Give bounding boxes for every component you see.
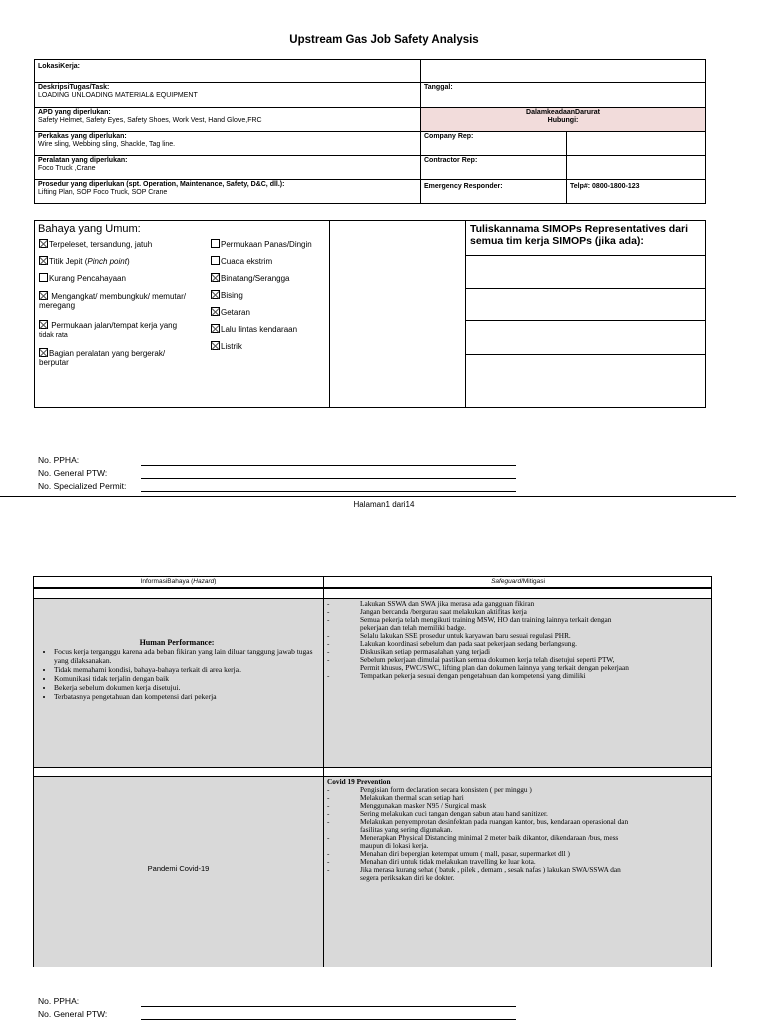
emergency-responder-label: Emergency Responder:	[424, 183, 503, 190]
ppha-label-2: No. PPHA:	[38, 996, 80, 1006]
human-performance-cell	[34, 638, 320, 701]
page-title: Upstream Gas Job Safety Analysis	[289, 34, 479, 46]
list-item: - Lakukan SSWA dan SWA jika merasa ada gangguan fikiran	[325, 600, 710, 608]
ppha-line-2[interactable]	[141, 1006, 516, 1007]
checkbox-checked-icon[interactable]	[211, 324, 220, 333]
checkbox-checked-icon[interactable]	[39, 348, 48, 357]
list-item: - Selalu lakukan SSE prosedur untuk karyawan baru sesuai regulasi PHR.	[325, 632, 710, 640]
list-item: - Melakukan thermal scan setiap hari	[325, 794, 710, 802]
hazard-column-header: InformasiBahaya (Hazard)	[140, 578, 217, 585]
hazards-panel	[35, 221, 330, 407]
hazards-table	[34, 220, 706, 408]
row-peralatan	[35, 156, 705, 180]
prosedur-value: Lifting Plan, SOP Foco Truck, SOP Crane	[38, 189, 168, 196]
list-item: - Pengisian form declaration secara konsisten ( per minggu )	[325, 786, 710, 794]
tanggal-label: Tanggal:	[424, 84, 453, 91]
peralatan-label: Peralatan yang diperlukan:	[38, 157, 128, 164]
specialized-permit-line[interactable]	[141, 491, 516, 492]
hazard-item[interactable]: Mengangkat/ membungkuk/ memutar/ meregang	[39, 292, 186, 310]
checkbox-checked-icon[interactable]	[211, 307, 220, 316]
checkbox-checked-icon[interactable]	[211, 290, 220, 299]
row-lokasi	[35, 60, 705, 83]
human-performance-title: Human Performance:	[139, 638, 215, 647]
hazard-item[interactable]: Lalu lintas kendaraan	[211, 324, 297, 334]
hazard-item[interactable]: Getaran	[211, 307, 250, 317]
general-ptw-line[interactable]	[141, 478, 516, 479]
deskripsi-value: LOADING UNLOADING MATERIAL& EQUIPMENT	[38, 92, 198, 99]
human-safeguard-list	[325, 600, 710, 680]
covid-title: Covid 19 Prevention	[327, 777, 391, 786]
prosedur-label: Prosedur yang diperlukan (spt. Operation, Maintenance, Safety, D&C, dll.):	[38, 181, 285, 188]
list-item: - Diskusikan setiap permasalahan yang terjadi	[325, 648, 710, 656]
table-header	[34, 577, 711, 588]
list-item: • Terbatasnya pengetahuan dan kompetensi dari pekerja	[54, 692, 320, 701]
list-item: • Komunikasi tidak terjalin dengan baik	[54, 674, 320, 683]
hazard-item[interactable]: Bagian peralatan yang bergerak/ berputar	[39, 349, 166, 367]
simops-title: Tuliskannama SIMOPs Representatives dari semua tim kerja SIMOPs (jika ada):	[470, 223, 689, 247]
apd-label: APD yang diperlukan:	[38, 109, 111, 116]
list-item: - Lakukan koordinasi sebelum dan pada saat pekerjaan sedang berlangsung.	[325, 640, 710, 648]
hazard-item[interactable]: Cuaca ekstrim	[211, 256, 272, 266]
hazard-item[interactable]: Binatang/Serangga	[211, 273, 290, 283]
row-deskripsi	[35, 83, 705, 108]
list-item-continuation: fasilitas yang sering digunakan.	[360, 825, 453, 834]
list-item: - Jika merasa kurang sehat ( batuk , pilek , demam , sesak nafas ) lakukan SWA/SSWA dan	[325, 866, 710, 874]
ppha-line[interactable]	[141, 465, 516, 466]
list-item: - Menahan diri untuk tidak melakukan travelling ke luar kota.	[325, 858, 710, 866]
lokasi-value-cell[interactable]	[421, 60, 705, 82]
emergency-line1: DalamkeadaanDarurat	[526, 109, 600, 116]
checkbox-empty-icon[interactable]	[211, 239, 220, 248]
covid-hazard-label: Pandemi Covid-19	[147, 864, 210, 873]
hazard-item[interactable]: Listrik	[211, 341, 242, 351]
telp-number: Telp#: 0800-1800-123	[570, 183, 640, 190]
page-divider	[0, 496, 736, 497]
list-item: - Sering melakukan cuci tangan dengan sabun atau hand sanitizer.	[325, 810, 710, 818]
lokasi-label: LokasiKerja:	[38, 63, 81, 70]
list-item-continuation: segera periksakan diri ke dokter.	[360, 873, 455, 882]
general-ptw-label: No. General PTW:	[38, 468, 108, 478]
specialized-permit-label: No. Specialized Permit:	[38, 481, 127, 491]
simops-entry-row[interactable]	[466, 288, 705, 321]
simops-entry-row[interactable]	[466, 255, 705, 289]
apd-value: Safety Helmet, Safety Eyes, Safety Shoes, Work Vest, Hand Glove,FRC	[38, 117, 262, 124]
hazard-item[interactable]: Kurang Pencahayaan	[39, 273, 126, 283]
row-prosedur	[35, 180, 705, 203]
checkbox-checked-icon[interactable]	[39, 320, 48, 329]
emergency-line2: Hubungi:	[547, 117, 579, 124]
list-item: - Semua pekerja telah mengikuti training MSW, HO dan training lainnya terkait dengan	[325, 616, 710, 624]
list-item: - Menggunakan masker N95 / Surgical mask	[325, 802, 710, 810]
hazard-item[interactable]: Permukaan jalan/tempat kerja yang tidak rata	[39, 321, 178, 339]
covid-safeguard-list	[325, 778, 710, 882]
checkbox-checked-icon[interactable]	[211, 341, 220, 350]
checkbox-checked-icon[interactable]	[211, 273, 220, 282]
page-number: Halaman1 dari14	[353, 500, 415, 509]
hazard-item[interactable]: Permukaan Panas/Dingin	[211, 239, 312, 249]
checkbox-empty-icon[interactable]	[211, 256, 220, 265]
list-item-continuation: maupun di lokasi kerja.	[360, 841, 429, 850]
human-hazard-list	[34, 647, 320, 701]
perkakas-value: Wire sling, Webbing sling, Shackle, Tag line.	[38, 141, 176, 148]
safeguard-column-header: Safeguard/Mitigasi	[491, 578, 545, 585]
peralatan-value: Foco Truck ,Crane	[38, 165, 96, 172]
company-rep-value[interactable]	[567, 132, 705, 155]
contractor-rep-value[interactable]	[567, 156, 705, 179]
list-item: - Tempatkan pekerja sesuai dengan pengetahuan dan kompetensi yang dimiliki	[325, 672, 710, 680]
deskripsi-label: DeskripsiTugas/Task:	[38, 84, 110, 91]
row-apd	[35, 108, 705, 132]
checkbox-checked-icon[interactable]	[39, 256, 48, 265]
list-item: • Focus kerja terganggu karena ada beban fikiran yang lain diluar tanggung jawab tugas yang dilaksanakan.	[54, 647, 320, 665]
list-item-continuation: pekerjaan dan telah memiliki badge.	[360, 623, 466, 632]
simops-entry-row[interactable]	[466, 320, 705, 355]
list-item: - Menahan diri bepergian ketempat umum ( mall, pasar, supermarket dll )	[325, 850, 710, 858]
hazard-item[interactable]: Titik Jepit (Pinch point)	[39, 256, 130, 266]
company-rep-label: Company Rep:	[424, 133, 474, 140]
general-ptw-label-2: No. General PTW:	[38, 1009, 108, 1019]
hazard-item[interactable]: Bising	[211, 290, 243, 300]
checkbox-checked-icon[interactable]	[39, 239, 48, 248]
list-item-continuation: Permit khusus, PWC/SWC, lifting plan dan dokumen lainnya yang terkait dengan pekerjaan	[360, 663, 629, 672]
simops-panel	[465, 221, 705, 407]
list-item: - Menerapkan Physical Distancing minimal 2 meter baik dikantor, dikendaraan /bus, mess	[325, 834, 710, 842]
job-info-table	[34, 59, 706, 204]
simops-entry-row[interactable]	[466, 354, 705, 409]
row-perkakas	[35, 132, 705, 156]
list-item: - Jangan bercanda /bergurau saat melakukan aktifitas kerja	[325, 608, 710, 616]
checkbox-checked-icon[interactable]	[39, 291, 48, 300]
general-ptw-line-2[interactable]	[141, 1019, 516, 1020]
list-item: • Bekerja sebelum dokumen kerja disetujui.	[54, 683, 320, 692]
hazard-item[interactable]: Terpeleset, tersandung, jatuh	[39, 239, 152, 249]
hazards-title: Bahaya yang Umum:	[38, 223, 141, 235]
ppha-label: No. PPHA:	[38, 455, 80, 465]
list-item: - Melakukan penyemprotan desinfektan pada ruangan kantor, bus, kendaraan operasional dan	[325, 818, 710, 826]
contractor-rep-label: Contractor Rep:	[424, 157, 478, 164]
list-item: • Tidak memahami kondisi, bahaya-bahaya terkait di area kerja.	[54, 665, 320, 674]
checkbox-empty-icon[interactable]	[39, 273, 48, 282]
hazard-analysis-table	[33, 576, 712, 967]
list-item: - Sebelum pekerjaan dimulai pastikan semua dokumen kerja telah disetujui seperti PTW,	[325, 656, 710, 664]
perkakas-label: Perkakas yang diperlukan:	[38, 133, 127, 140]
